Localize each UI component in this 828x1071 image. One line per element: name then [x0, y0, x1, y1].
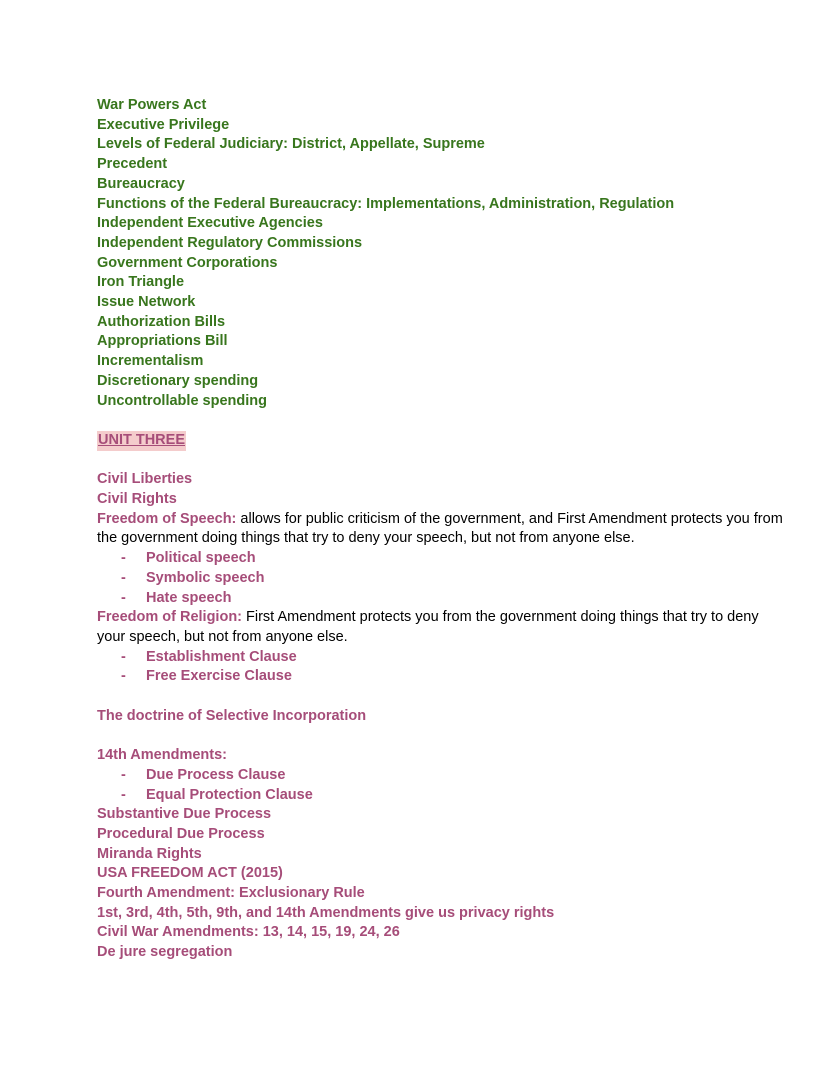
term-uncontrollable-spending: Uncontrollable spending: [97, 392, 267, 409]
freedom-of-speech-term: Freedom of Speech:: [97, 510, 237, 527]
list-item: [97, 766, 787, 786]
term-civil-liberties: Civil Liberties: [97, 471, 193, 488]
term-miranda-rights: Miranda Rights: [97, 845, 202, 862]
list-item: [97, 589, 787, 609]
term-discretionary-spending: Discretionary spending: [97, 372, 259, 389]
term-functions-federal-bureaucracy: Functions of the Federal Bureaucracy: Implementations, Administration, Regulation: [97, 195, 675, 212]
term-civil-war-amendments: Civil War Amendments: 13, 14, 15, 19, 24, 26: [97, 924, 400, 941]
bullet-political-speech: Political speech: [146, 550, 256, 567]
term-government-corporations: Government Corporations: [97, 254, 278, 271]
unit-three-term-list: [97, 805, 787, 963]
list-item: [97, 786, 787, 806]
spacer: [97, 451, 787, 471]
term-issue-network: Issue Network: [97, 294, 196, 311]
term-civil-rights: Civil Rights: [97, 491, 177, 508]
list-item: [97, 569, 787, 589]
term-usa-freedom-act: USA FREEDOM ACT (2015): [97, 865, 283, 882]
term-appropriations-bill: Appropriations Bill: [97, 333, 228, 350]
freedom-of-religion-paragraph: [97, 608, 787, 647]
bullet-equal-protection-clause: Equal Protection Clause: [146, 786, 313, 803]
term-procedural-due-process: Procedural Due Process: [97, 825, 265, 842]
unit-heading-line: [97, 431, 787, 451]
term-14th-amendments: 14th Amendments:: [97, 747, 227, 764]
term-de-jure-segregation: De jure segregation: [97, 944, 233, 961]
spacer: [97, 411, 787, 431]
term-privacy-rights: 1st, 3rd, 4th, 5th, 9th, and 14th Amendments give us privacy rights: [97, 904, 555, 921]
unit-two-term-list: [97, 96, 787, 411]
term-incrementalism: Incrementalism: [97, 353, 204, 370]
term-independent-executive-agencies: Independent Executive Agencies: [97, 215, 323, 232]
freedom-of-speech-paragraph: [97, 510, 787, 549]
term-exclusionary-rule: Fourth Amendment: Exclusionary Rule: [97, 885, 365, 902]
spacer: [97, 726, 787, 746]
list-item: [97, 648, 787, 668]
term-executive-privilege: Executive Privilege: [97, 116, 230, 133]
list-item: [97, 549, 787, 569]
bullet-dash: -: [121, 648, 126, 665]
spacer: [97, 687, 787, 707]
bullet-dash: -: [121, 589, 126, 606]
bullet-dash: -: [121, 550, 126, 567]
term-levels-federal-judiciary: Levels of Federal Judiciary: District, Appellate, Supreme: [97, 136, 485, 153]
unit-three-heading: UNIT THREE: [97, 431, 186, 451]
bullet-due-process-clause: Due Process Clause: [146, 766, 286, 783]
religion-clauses-list: [97, 648, 787, 687]
bullet-hate-speech: Hate speech: [146, 589, 232, 606]
bullet-dash: -: [121, 569, 126, 586]
freedom-of-religion-term: Freedom of Religion:: [97, 609, 242, 626]
bullet-free-exercise-clause: Free Exercise Clause: [146, 668, 292, 685]
bullet-symbolic-speech: Symbolic speech: [146, 569, 265, 586]
freedom-of-speech-definition: allows for public criticism of the government, and First Amendment protects you from the government doing things that try to deny your speech, but not from anyone else.: [97, 510, 783, 547]
document-page: [97, 96, 787, 963]
term-independent-regulatory-commissions: Independent Regulatory Commissions: [97, 234, 363, 251]
term-iron-triangle: Iron Triangle: [97, 274, 185, 291]
term-selective-incorporation: The doctrine of Selective Incorporation: [97, 707, 367, 724]
bullet-establishment-clause: Establishment Clause: [146, 648, 297, 665]
bullet-dash: -: [121, 766, 126, 783]
bullet-dash: -: [121, 668, 126, 685]
fourteenth-amendment-clauses-list: [97, 766, 787, 805]
term-war-powers-act: War Powers Act: [97, 97, 207, 113]
term-bureaucracy: Bureaucracy: [97, 175, 185, 192]
term-authorization-bills: Authorization Bills: [97, 313, 226, 330]
term-substantive-due-process: Substantive Due Process: [97, 806, 272, 823]
list-item: [97, 667, 787, 687]
term-precedent: Precedent: [97, 156, 168, 173]
bullet-dash: -: [121, 786, 126, 803]
speech-types-list: [97, 549, 787, 608]
freedom-of-religion-definition: First Amendment protects you from the government doing things that try to deny your speech, but not from anyone else.: [97, 609, 759, 645]
